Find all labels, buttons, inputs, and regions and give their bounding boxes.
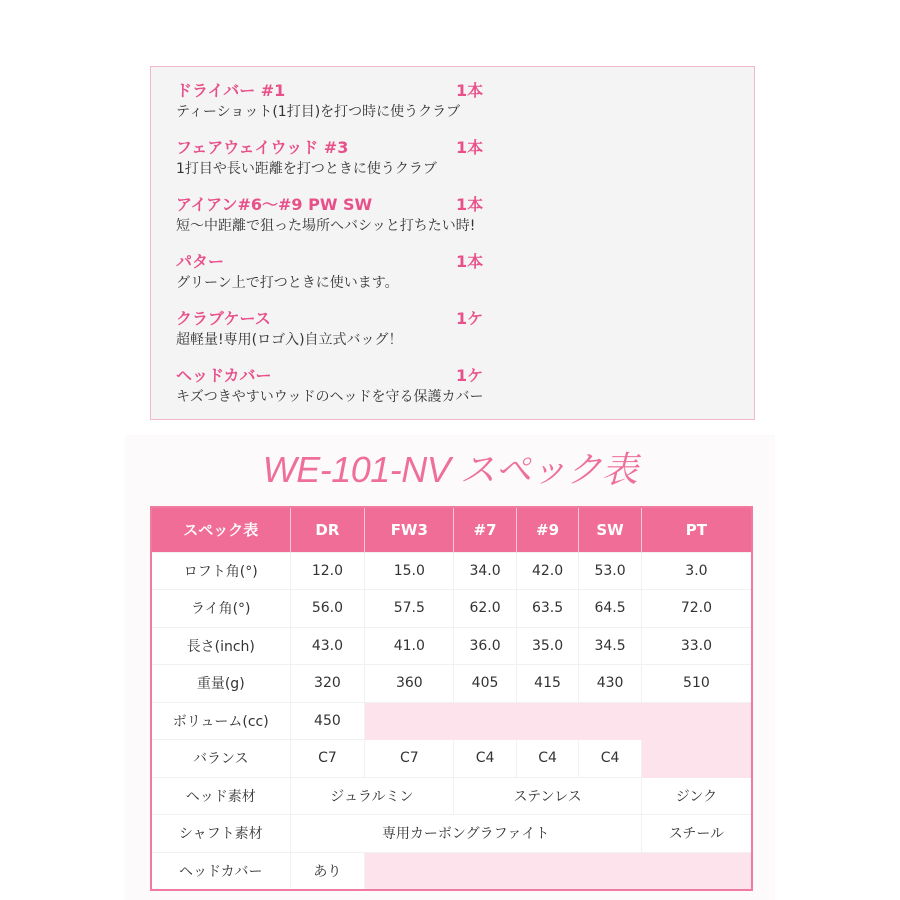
cell: 64.5 [579, 590, 642, 628]
table-row [151, 740, 752, 778]
cell: 専用カーボングラファイト [290, 815, 641, 853]
content-item [176, 195, 754, 252]
content-item [176, 138, 754, 195]
row-label: ヘッドカバー [151, 852, 290, 890]
item-name: ヘッドカバー [176, 366, 272, 385]
header-cell: DR [290, 507, 365, 552]
cell: 35.0 [516, 627, 579, 665]
cell: 320 [290, 665, 365, 703]
table-header-row [151, 507, 752, 552]
cell: 450 [290, 702, 365, 740]
cell: C4 [454, 740, 517, 778]
cell: 62.0 [454, 590, 517, 628]
table-row [151, 852, 752, 890]
cell: 510 [641, 665, 752, 703]
content-item [176, 309, 754, 366]
item-description: キズつきやすいウッドのヘッドを守る保護カバー [176, 389, 484, 405]
item-count: 1本 [456, 138, 484, 157]
item-description: 超軽量!専用(ロゴ入)自立式バッグ！ [176, 332, 403, 348]
spec-table [150, 506, 753, 891]
table-row [151, 777, 752, 815]
cell: 430 [579, 665, 642, 703]
cell: スチール [641, 815, 752, 853]
cell: 72.0 [641, 590, 752, 628]
item-name: アイアン#6～#9 PW SW [176, 195, 373, 214]
table-row [151, 552, 752, 590]
item-count: 1本 [456, 195, 484, 214]
row-label: シャフト素材 [151, 815, 290, 853]
row-label: ボリューム(cc) [151, 702, 290, 740]
item-count: 1ケ [456, 366, 484, 385]
item-name: パター [176, 252, 225, 271]
item-name: ドライバー #1 [176, 81, 286, 100]
cell: ジュラルミン [290, 777, 454, 815]
header-cell: SW [579, 507, 642, 552]
header-cell: FW3 [365, 507, 454, 552]
item-description: グリーン上で打つときに使います。 [176, 275, 399, 291]
content-item [176, 252, 754, 309]
item-description: ティーショット(1打目)を打つ時に使うクラブ [176, 104, 461, 120]
cell: 53.0 [579, 552, 642, 590]
header-cell: #9 [516, 507, 579, 552]
header-cell: #7 [454, 507, 517, 552]
empty-cell [365, 852, 752, 890]
content-item [176, 366, 754, 423]
cell: 12.0 [290, 552, 365, 590]
table-row [151, 702, 752, 740]
cell: 15.0 [365, 552, 454, 590]
empty-cell [641, 740, 752, 778]
item-count: 1本 [456, 252, 484, 271]
cell: 42.0 [516, 552, 579, 590]
row-label: 重量(g) [151, 665, 290, 703]
item-count: 1本 [456, 81, 484, 100]
item-count: 1ケ [456, 309, 484, 328]
contents-box [150, 66, 755, 420]
table-row [151, 815, 752, 853]
cell: 57.5 [365, 590, 454, 628]
table-row [151, 590, 752, 628]
cell: 63.5 [516, 590, 579, 628]
cell: 43.0 [290, 627, 365, 665]
cell: C4 [516, 740, 579, 778]
cell: 34.5 [579, 627, 642, 665]
item-name: クラブケース [176, 309, 271, 328]
row-label: ロフト角(°) [151, 552, 290, 590]
cell: 34.0 [454, 552, 517, 590]
row-label: バランス [151, 740, 290, 778]
cell: 3.0 [641, 552, 752, 590]
cell: 33.0 [641, 627, 752, 665]
content-item [176, 81, 754, 138]
cell: 405 [454, 665, 517, 703]
cell: 41.0 [365, 627, 454, 665]
cell: 56.0 [290, 590, 365, 628]
cell: ステンレス [454, 777, 642, 815]
item-description: 1打目や長い距離を打つときに使うクラブ [176, 161, 437, 177]
item-name: フェアウェイウッド #3 [176, 138, 349, 157]
spec-title: WE-101-NV スペック表 [262, 449, 638, 490]
cell: ジンク [641, 777, 752, 815]
empty-cell [365, 702, 752, 740]
cell: C4 [579, 740, 642, 778]
table-row [151, 665, 752, 703]
header-cell: スペック表 [151, 507, 290, 552]
table-row [151, 627, 752, 665]
row-label: ライ角(°) [151, 590, 290, 628]
cell: 415 [516, 665, 579, 703]
row-label: 長さ(inch) [151, 627, 290, 665]
row-label: ヘッド素材 [151, 777, 290, 815]
cell: C7 [290, 740, 365, 778]
header-cell: PT [641, 507, 752, 552]
cell: 36.0 [454, 627, 517, 665]
cell: 360 [365, 665, 454, 703]
cell: あり [290, 852, 365, 890]
cell: C7 [365, 740, 454, 778]
item-description: 短～中距離で狙った場所へバシッと打ちたい時! [176, 218, 476, 234]
